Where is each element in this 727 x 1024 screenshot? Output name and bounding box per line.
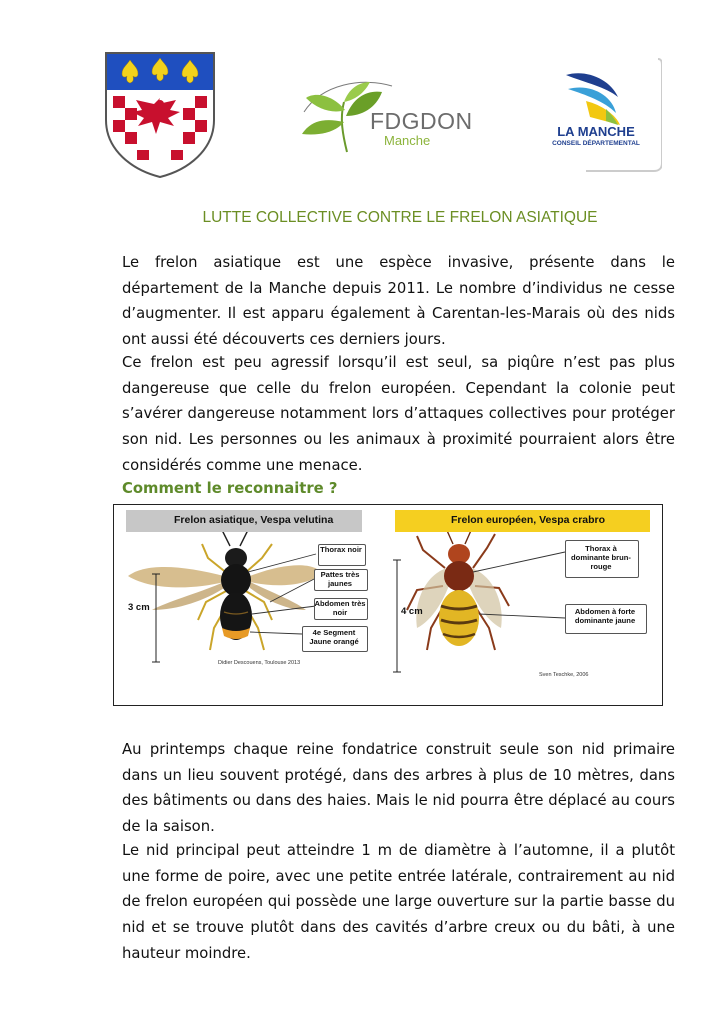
asian-hornet-size: 3 cm <box>128 602 150 613</box>
la-manche-logo <box>546 55 662 172</box>
label-abdomen-jaune: Abdomen à forte dominante jaune <box>574 607 636 625</box>
label-thorax-brun-rouge: Thorax à dominante brun-rouge <box>571 544 631 571</box>
european-hornet-title: Frelon européen, Vespa crabro <box>451 514 606 526</box>
label-4e-segment: 4e Segment Jaune orangé <box>309 628 359 646</box>
european-hornet-panel <box>387 510 650 685</box>
paragraph-intro: Le frelon asiatique est une espèce invasive, présente dans le département de la Manche depuis 2011. Le nombre d’individus ne cesse d’augmenter. Il est apparu également à Carentan-les-Marais où des nids ont aussi été découverts ces derniers jours. <box>122 254 675 349</box>
manche-name: LA MANCHE <box>557 124 635 139</box>
page-title: LUTTE COLLECTIVE CONTRE LE FRELON ASIATIQUE <box>202 209 598 226</box>
fdgdon-subtitle: Manche <box>384 133 431 148</box>
paragraph-danger: Ce frelon est peu agressif lorsqu’il est seul, sa piqûre n’est pas plus dangereuse que celle du frelon européen. Cependant la colonie peut s’avérer dangereuse notamment lors d’attaques collectives pour protéger son nid. Les personnes ou les animaux à proximité pourraient alors être considérés comme une menace. <box>122 354 675 474</box>
label-pattes-jaunes: Pattes très jaunes <box>320 570 360 588</box>
european-photo-credit: Sven Teschke, 2006 <box>539 672 589 678</box>
fdgdon-name: FDGDON <box>370 108 473 134</box>
section-heading: Comment le reconnaitre ? <box>122 480 338 497</box>
european-hornet-illustration <box>387 510 650 685</box>
asian-hornet-panel <box>126 510 377 685</box>
paragraph-spring-nest: Au printemps chaque reine fondatrice construit seule son nid primaire dans un lieu souvent protégé, dans des arbres à plus de 10 mètres, dans des bâtiments ou dans des haies. Mais le nid pourra être déplacé au cours de la saison. <box>122 741 675 836</box>
fdgdon-logo <box>292 72 477 154</box>
paragraph-main-nest: Le nid principal peut atteindre 1 m de diamètre à l’automne, il a plutôt une forme de poire, avec une petite entrée latérale, contrairement au nid de frelon européen qui possède une large ouverture sur la partie basse du nid et se trouve plutôt dans des cavités d’arbre creux ou du bâti, à une hauteur moindre. <box>122 842 675 962</box>
european-hornet-header <box>395 510 650 532</box>
coat-of-arms-logo <box>103 50 217 178</box>
label-thorax-noir: Thorax noir <box>320 545 362 554</box>
manche-subtitle: CONSEIL DÉPARTEMENTAL <box>552 140 640 147</box>
asian-photo-credit: Didier Descouens, Toulouse 2013 <box>218 660 301 666</box>
european-hornet-size: 4 cm <box>401 606 423 617</box>
asian-hornet-title: Frelon asiatique, Vespa velutina <box>174 514 334 526</box>
label-abdomen-noir: Abdomen très noir <box>314 599 366 617</box>
asian-hornet-header <box>126 510 362 532</box>
manche-emblem-icon <box>546 55 662 172</box>
